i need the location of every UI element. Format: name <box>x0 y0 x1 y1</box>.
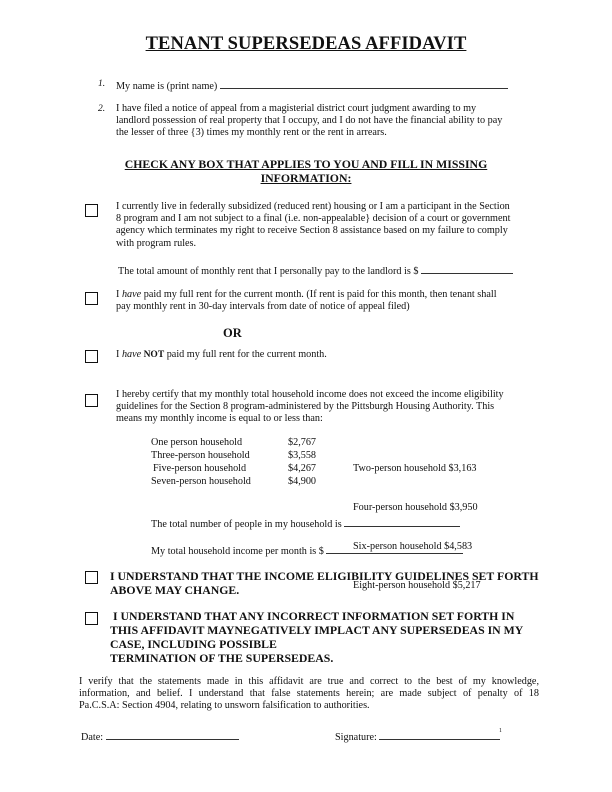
page-title: TENANT SUPERSEDEAS AFFIDAVIT <box>145 34 467 54</box>
verification-line: information, and belief. I understand that false statements herein; are made subject of penalty of 18 <box>79 688 539 700</box>
household-size-label: Seven-person household <box>151 476 251 487</box>
not-paid-rest: paid my full rent for the current month. <box>164 349 327 360</box>
household-size-label: One person household <box>151 437 243 448</box>
section-heading-line-1: CHECK ANY BOX THAT APPLIES TO YOU AND FILL IN MISSING <box>124 157 488 171</box>
income-line: means my monthly income is equal to or less than: <box>116 413 323 425</box>
item-1-number: 1. <box>98 79 106 89</box>
item-2-number: 2. <box>98 104 106 114</box>
income-text <box>116 389 504 426</box>
section-heading <box>0 157 612 185</box>
not-paid-not: NOT <box>141 350 165 360</box>
date-field[interactable] <box>106 729 239 740</box>
household-people-field[interactable] <box>344 516 460 527</box>
verification-statement <box>79 676 539 713</box>
understand-incorrect-line-4: TERMINATION OF THE SUPERSEDEAS. <box>110 651 334 665</box>
item-2-line: I have filed a notice of appeal from a magisterial district court judgment awarding to my <box>116 103 477 114</box>
section-8-line: I currently live in federally subsidized (reduced rent) housing or I am a participant in the Section <box>116 201 510 212</box>
signature-field[interactable] <box>379 729 500 740</box>
understand-incorrect-info-checkbox[interactable] <box>85 612 98 625</box>
signature-row <box>335 729 500 744</box>
section-heading-line-2: INFORMATION: <box>260 171 352 185</box>
household-income-limit: Six-person household $4,583 <box>353 541 473 552</box>
or-label: OR <box>223 326 242 340</box>
income-table-left-values <box>288 436 316 488</box>
understand-incorrect-info-text <box>110 609 523 665</box>
item-2-text <box>116 103 502 140</box>
item-1 <box>116 78 508 93</box>
section-8-line: with program rules. <box>116 237 197 249</box>
not-paid-rent-checkbox[interactable] <box>85 350 98 363</box>
household-income-field[interactable] <box>326 543 463 554</box>
understand-guidelines-line-2: ABOVE MAY CHANGE. <box>110 583 240 597</box>
understand-incorrect-line-3: CASE, INCLUDING POSSIBLE <box>110 637 277 651</box>
income-limit-value: $3,558 <box>288 450 317 461</box>
income-line: I hereby certify that my monthly total household income does not exceed the income eligibility <box>116 389 504 400</box>
paid-rent-i: I <box>116 289 122 300</box>
paid-rent-rest: paid my full rent for the current month. (If rent is paid for this month, then tenant shall <box>141 289 497 300</box>
item-2-line: the lesser of three {3) times my monthly rent or the rent in arrears. <box>116 127 387 139</box>
understand-guidelines-checkbox[interactable] <box>85 571 98 584</box>
section-8-text <box>116 201 510 250</box>
income-limit-value: $4,267 <box>288 463 317 474</box>
understand-guidelines-text <box>110 569 539 597</box>
verification-line: I verify that the statements made in this affidavit are true and correct to the best of my knowledge, <box>79 676 539 687</box>
household-income-limit: Two-person household $3,163 <box>353 463 477 474</box>
item-1-text: My name is (print name) <box>116 81 218 92</box>
date-row <box>81 729 239 744</box>
household-income-limit: Four-person household $3,950 <box>353 502 478 513</box>
monthly-rent-label: The total amount of monthly rent that I personally pay to the landlord is $ <box>118 266 419 277</box>
section-8-checkbox[interactable] <box>85 204 98 217</box>
paid-rent-have: have <box>121 289 142 300</box>
household-income-row <box>151 543 463 558</box>
income-table-left-labels <box>151 436 251 488</box>
print-name-field[interactable] <box>220 78 508 89</box>
household-income-label: My total household income per month is $ <box>151 546 324 557</box>
household-size-label: Five-person household <box>153 463 247 474</box>
not-paid-i: I <box>116 349 122 360</box>
understand-incorrect-line-2: THIS AFFIDAVIT MAYNEGATIVELY IMPLACT ANY SUPERSEDEAS IN MY <box>110 623 524 637</box>
household-size-label: Three-person household <box>151 450 250 461</box>
item-2-line: landlord possession of real property that I occupy, and I do not have the financial ability to pay <box>116 115 503 127</box>
paid-rent-line-2: pay monthly rent in 30-day intervals from date of notice of appeal filed) <box>116 301 410 313</box>
verification-line: Pa.C.S.A: Section 4904, relating to unsworn falsification to authorities. <box>79 700 370 712</box>
paid-rent-text <box>116 289 497 313</box>
signature-label: Signature: <box>335 732 377 743</box>
monthly-rent-field[interactable] <box>421 263 513 274</box>
page-number: 1 <box>499 728 502 734</box>
section-8-line: agency which terminates my right to receive Section 8 assistance based on my failure to comply <box>116 225 508 237</box>
understand-incorrect-line-1: I UNDERSTAND THAT ANY INCORRECT INFORMATION SET FORTH IN <box>113 609 515 623</box>
income-limit-value: $2,767 <box>288 437 317 448</box>
income-limit-value: $4,900 <box>288 476 317 487</box>
household-people-row <box>151 516 460 531</box>
household-people-label: The total number of people in my household is <box>151 519 342 530</box>
household-income-limit: Eight-person household $5,217 <box>353 580 481 591</box>
understand-guidelines-line-1: I UNDERSTAND THAT THE INCOME ELIGIBILITY GUIDELINES SET FORTH <box>110 569 539 583</box>
monthly-rent-row <box>118 263 513 278</box>
not-paid-rent-text <box>116 349 327 361</box>
not-paid-have: have <box>121 349 142 360</box>
income-checkbox[interactable] <box>85 394 98 407</box>
income-line: guidelines for the Section 8 program-administered by the Pittsburgh Housing Authority. This <box>116 401 495 413</box>
paid-rent-checkbox[interactable] <box>85 292 98 305</box>
section-8-line: 8 program and I am not subject to a final (i.e. non-appealable} decision of a court or government <box>116 213 511 225</box>
date-label: Date: <box>81 732 104 743</box>
